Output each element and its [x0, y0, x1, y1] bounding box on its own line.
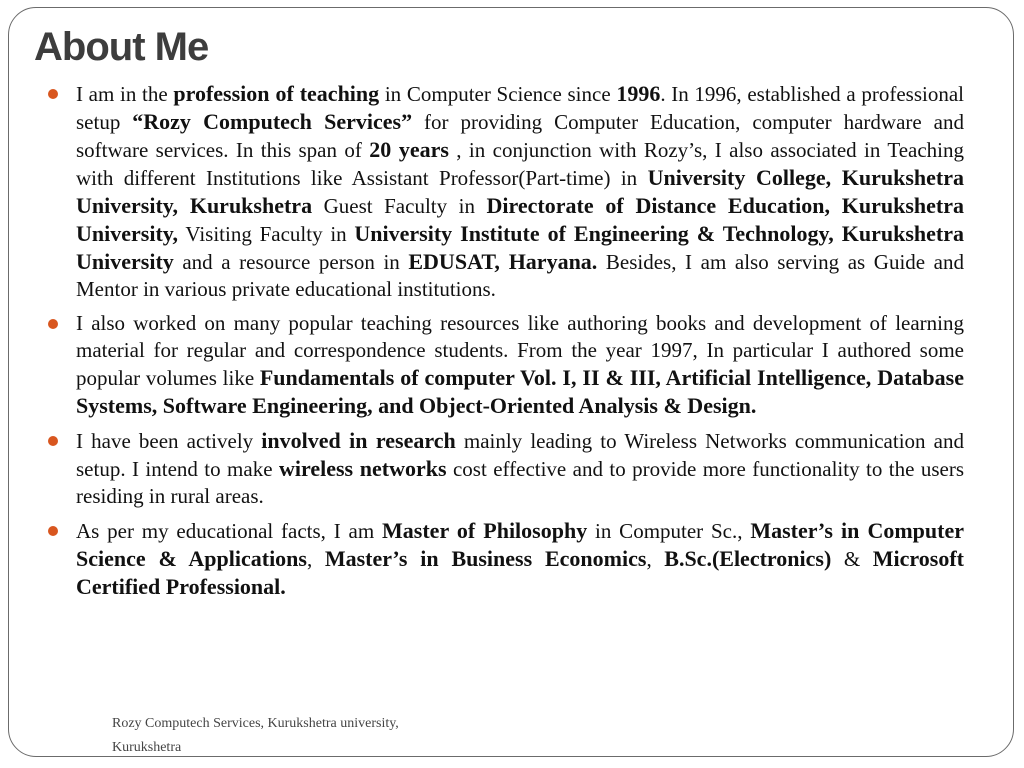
- bullet-dot-icon: [48, 526, 58, 536]
- emphasis: profession of teaching: [173, 81, 380, 106]
- text: in Computer Sc.,: [587, 519, 751, 543]
- text: Visiting Faculty in: [178, 222, 355, 246]
- bullet-teaching: [44, 80, 964, 303]
- emphasis: Directorate of Distance Education, Kurukshetra University,: [76, 193, 965, 246]
- text: and a resource person in: [173, 250, 409, 274]
- emphasis: University College, Kurukshetra University, Kurukshetra: [76, 165, 964, 218]
- bullet-dot-icon: [48, 436, 58, 446]
- text: ,: [646, 547, 665, 571]
- text: in Computer Science since: [379, 82, 617, 106]
- text: Besides, I am also serving as Guide and Mentor in various private educational institutions.: [76, 250, 965, 301]
- text: , in conjunction with Rozy’s, I also associated in Teaching with different Institutions like Assistant Professor(Part-time) in: [76, 138, 964, 190]
- text: As per my educational facts, I am: [76, 519, 383, 543]
- emphasis: University Institute of Engineering & Technology, Kurukshetra University: [76, 221, 964, 274]
- bullet-research: [44, 427, 964, 510]
- text: ,: [306, 547, 325, 571]
- emphasis: Microsoft Certified Professional.: [76, 546, 964, 599]
- emphasis: Master of Philosophy: [382, 518, 588, 543]
- emphasis: B.Sc.(Electronics): [664, 546, 832, 571]
- text: cost effective and to provide more functionality to the users residing in rural areas.: [76, 457, 964, 508]
- slide-footer: [112, 712, 512, 760]
- text: Guest Faculty in: [312, 194, 487, 218]
- emphasis: EDUSAT, Haryana.: [408, 249, 598, 274]
- emphasis: involved in research: [261, 428, 456, 453]
- emphasis: wireless networks: [278, 456, 447, 481]
- footer-line: Kurukshetra: [112, 740, 182, 755]
- emphasis: Fundamentals of computer Vol. I, II & III, Artificial Intelligence, Database Systems, Software Engineering, and Object-Oriented Analysis & Design.: [76, 365, 964, 418]
- bullet-dot-icon: [48, 319, 58, 329]
- emphasis: Master’s in Computer Science & Applications: [76, 518, 964, 571]
- text: I also worked on many popular teaching resources like authoring books and development of learning material for regular and correspondence students. From the year 1997, In particular I authored some popular volumes like: [76, 311, 964, 390]
- text: mainly leading to Wireless Networks communication and setup. I intend to make: [76, 429, 965, 481]
- text: &: [831, 547, 873, 571]
- slide-content: [44, 80, 964, 608]
- text: I have been actively: [76, 429, 262, 453]
- bullet-publications: [44, 310, 964, 420]
- emphasis: Master’s in Business Economics: [324, 546, 647, 571]
- page-title: About Me: [34, 25, 209, 69]
- emphasis: “Rozy Computech Services”: [132, 109, 413, 134]
- text: I am in the: [76, 82, 174, 106]
- bullet-dot-icon: [48, 89, 58, 99]
- emphasis: 20 years: [369, 137, 449, 162]
- emphasis: 1996: [616, 81, 661, 106]
- footer-line: Rozy Computech Services, Kurukshetra university,: [112, 716, 399, 731]
- text: for providing Computer Education, computer hardware and software services. In this span of: [76, 110, 964, 162]
- bullet-education: [44, 517, 964, 601]
- text: . In 1996, established a professional setup: [76, 82, 964, 134]
